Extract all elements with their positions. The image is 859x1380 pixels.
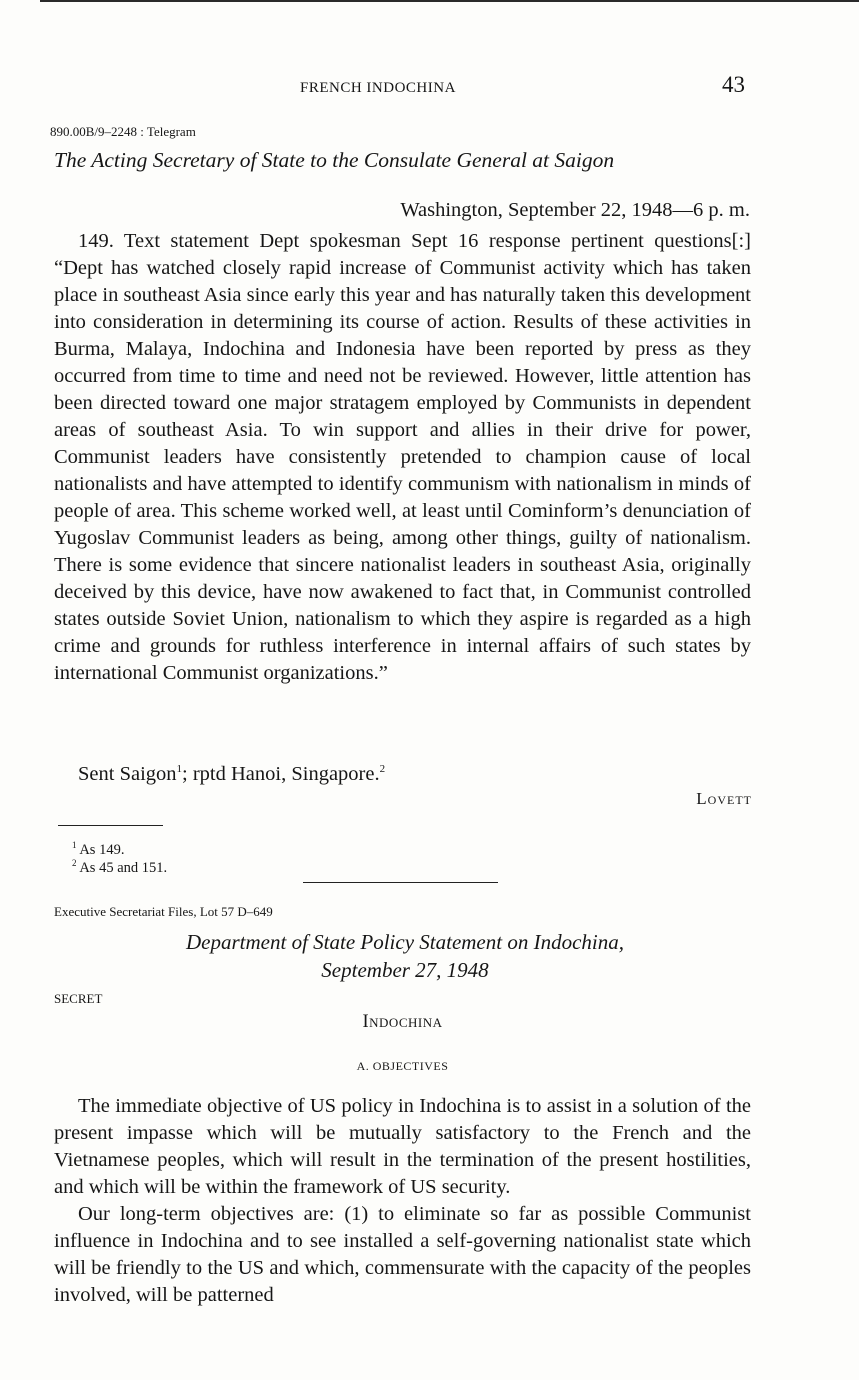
signature: Lovett [696, 789, 752, 808]
section-divider [303, 882, 498, 883]
sent-line [78, 763, 385, 786]
telegram-doc-id: 890.00B/9–2248 : Telegram [50, 124, 196, 139]
footnote-2 [72, 854, 167, 877]
telegram-title: The Acting Secretary of State to the Consulate General at Saigon [54, 148, 615, 172]
policy-body [54, 1093, 751, 1309]
telegram-dateline: Washington, September 22, 1948—6 p. m. [400, 199, 750, 221]
policy-paragraph-2: Our long-term objectives are: (1) to eliminate so far as possible Communist influence in Indochina and to see installed a self-governing nationalist state which will be friendly to the US and which, commensurate with the capacity of the peoples involved, will be patterned [54, 1203, 751, 1306]
policy-title [60, 928, 750, 984]
policy-title-line-1: Department of State Policy Statement on Indochina, [186, 930, 624, 954]
telegram-body [54, 228, 751, 687]
footnote-2-number: 2 [72, 858, 77, 868]
sent-line-rest: ; rptd Hanoi, Singapore. [182, 763, 380, 785]
telegram-paragraph: 149. Text statement Dept spokesman Sept 16 response pertinent questions[:] “Dept has watched closely rapid increase of Communist activity which has taken place in southeast Asia since early this year and has naturally taken this development into consideration in determining its course of action. Results of these activities in Burma, Malaya, Indochina and Indonesia have been reported by press as they occurred from time to time and need not be reviewed. However, little attention has been directed toward one major stratagem employed by Communists in dependent areas of southeast Asia. To win support and allies in their drive for power, Communist leaders have consistently pretended to champion cause of local nationalists and have attempted to identify communism with nationalism in minds of people of area. This scheme worked well, at least until Cominform’s denunciation of Yugoslav Communist leaders as being, among other things, guilty of nationalism. There is some evidence that sincere nationalist leaders in southeast Asia, originally deceived by this device, have now awakened to fact that, in Communist controlled states outside Soviet Union, nationalism to which they aspire is regarded as a high crime and grounds for ruthless interference in internal affairs of such states by international Communist organizations.” [54, 230, 751, 684]
section-subheading: A. OBJECTIVES [356, 1059, 449, 1073]
policy-paragraph-1: The immediate objective of US policy in Indochina is to assist in a solution of the present impasse which will be mutually satisfactory to the French and the Vietnamese peoples, which will result in the termination of the present hostilities, and which will be within the framework of US security. [54, 1095, 751, 1198]
footnote-2-text: As 45 and 151. [79, 859, 168, 876]
footnote-ref-2: 2 [379, 763, 386, 776]
top-border-rule [40, 0, 859, 2]
running-head: FRENCH INDOCHINA [300, 80, 456, 96]
footnote-rule [58, 825, 163, 826]
footnote-1-number: 1 [72, 840, 77, 850]
classification-label: SECRET [54, 991, 103, 1006]
footnote-ref-1: 1 [176, 763, 183, 776]
policy-source: Executive Secretariat Files, Lot 57 D–649 [54, 904, 273, 919]
policy-title-line-2: September 27, 1948 [321, 958, 489, 982]
page-number: 43 [722, 72, 745, 97]
section-heading: Indochina [362, 1012, 443, 1032]
sent-line-text: Sent Saigon [78, 763, 177, 785]
footnote-1-text: As 149. [79, 841, 125, 858]
